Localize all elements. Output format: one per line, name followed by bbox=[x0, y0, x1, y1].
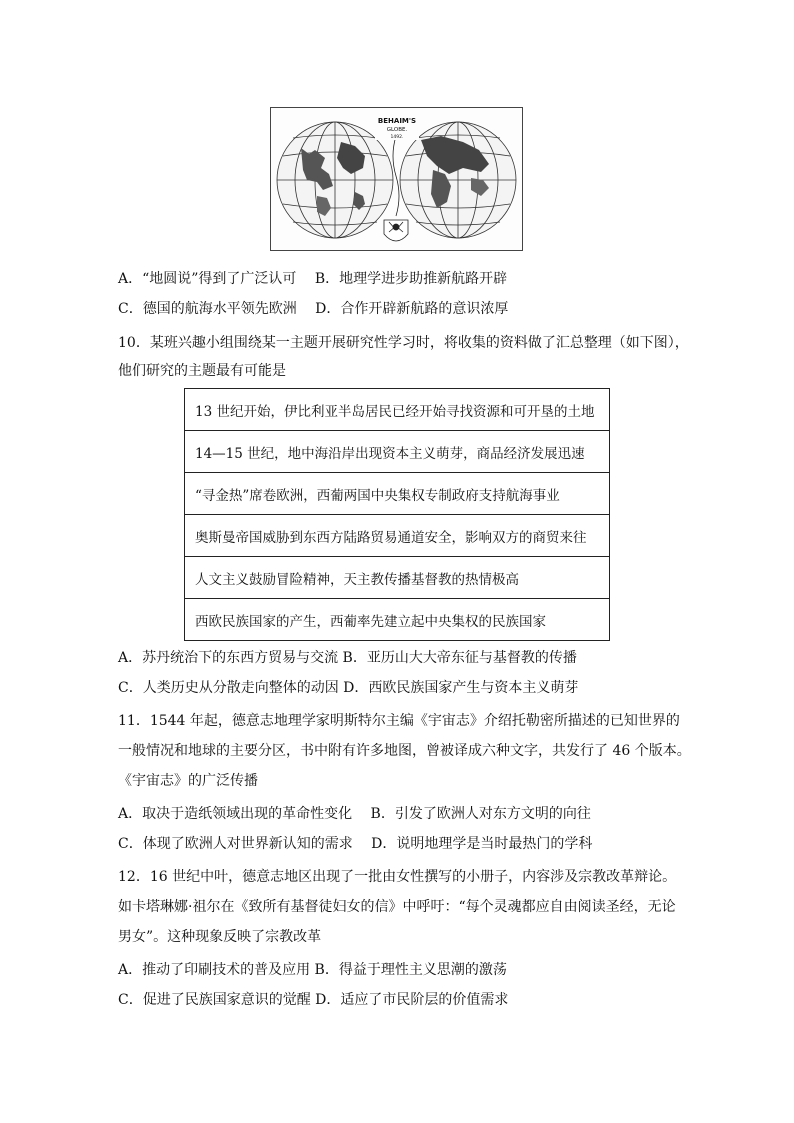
table-row: “寻金热”席卷欧洲，西葡两国中央集权专制政府支持航海事业 bbox=[185, 473, 610, 515]
q12-options-cd: C．促进了民族国家意识的觉醒 D．适应了市民阶层的价值需求 bbox=[118, 992, 509, 1008]
q9-options-cd: C．德国的航海水平领先欧洲 D．合作开辟新航路的意识浓厚 bbox=[118, 301, 509, 317]
q12-stem-line3: 男女”。这种现象反映了宗教改革 bbox=[118, 929, 322, 945]
table-row: 人文主义鼓励冒险精神，天主教传播基督教的热情极高 bbox=[185, 557, 610, 599]
table-row: 14—15 世纪，地中海沿岸出现资本主义萌芽，商品经济发展迅速 bbox=[185, 431, 610, 473]
q11-stem-line1: 11．1544 年起，德意志地理学家明斯特尔主编《宇宙志》介绍托勒密所描述的已知世界的 bbox=[118, 713, 680, 729]
q10-summary-table bbox=[184, 388, 610, 641]
q11-stem-line3: 《宇宙志》的广泛传播 bbox=[118, 773, 258, 789]
q12-options-ab: A．推动了印刷技术的普及应用 B．得益于理性主义思潮的激荡 bbox=[118, 962, 507, 978]
q12-stem-line1: 12．16 世纪中叶，德意志地区出现了一批由女性撰写的小册子，内容涉及宗教改革辩论。 bbox=[118, 869, 677, 885]
q10-options-ab: A．苏丹统治下的东西方贸易与交流 B．亚历山大大帝东征与基督教的传播 bbox=[118, 650, 577, 666]
globe-title-line3: 1492. bbox=[390, 135, 404, 140]
table-row: 西欧民族国家的产生，西葡率先建立起中央集权的民族国家 bbox=[185, 599, 610, 641]
q9-options-ab: A．“地圆说”得到了广泛认可 B．地理学进步助推新航路开辟 bbox=[118, 271, 508, 287]
q11-stem-line2: 一般情况和地球的主要分区，书中附有许多地图，曾被译成六种文字，共发行了 46 个版本。 bbox=[118, 743, 691, 759]
globe-illustration bbox=[271, 108, 522, 250]
table-row: 13 世纪开始，伊比利亚半岛居民已经开始寻找资源和可开垦的土地 bbox=[185, 389, 610, 431]
q11-options-ab: A．取决于造纸领域出现的革命性变化 B．引发了欧洲人对东方文明的向往 bbox=[118, 806, 591, 822]
globe-title-line2: GLOBE. bbox=[386, 127, 408, 133]
q10-options-cd: C．人类历史从分散走向整体的动因 D．西欧民族国家产生与资本主义萌芽 bbox=[118, 680, 579, 696]
globe-title-line1: BEHAIM'S bbox=[377, 117, 417, 125]
table-row: 奥斯曼帝国威胁到东西方陆路贸易通道安全，影响双方的商贸来往 bbox=[185, 515, 610, 557]
q10-stem-line2: 他们研究的主题最有可能是 bbox=[118, 363, 286, 379]
q12-stem-line2: 如卡塔琳娜·祖尔在《致所有基督徒妇女的信》中呼吁：“每个灵魂都应自由阅读圣经，无论 bbox=[118, 899, 676, 915]
q10-stem-line1: 10．某班兴趣小组围绕某一主题开展研究性学习时，将收集的资料做了汇总整理（如下图）， bbox=[118, 335, 689, 351]
behaim-globe-figure bbox=[270, 107, 523, 251]
q11-options-cd: C．体现了欧洲人对世界新认知的需求 D．说明地理学是当时最热门的学科 bbox=[118, 836, 593, 852]
